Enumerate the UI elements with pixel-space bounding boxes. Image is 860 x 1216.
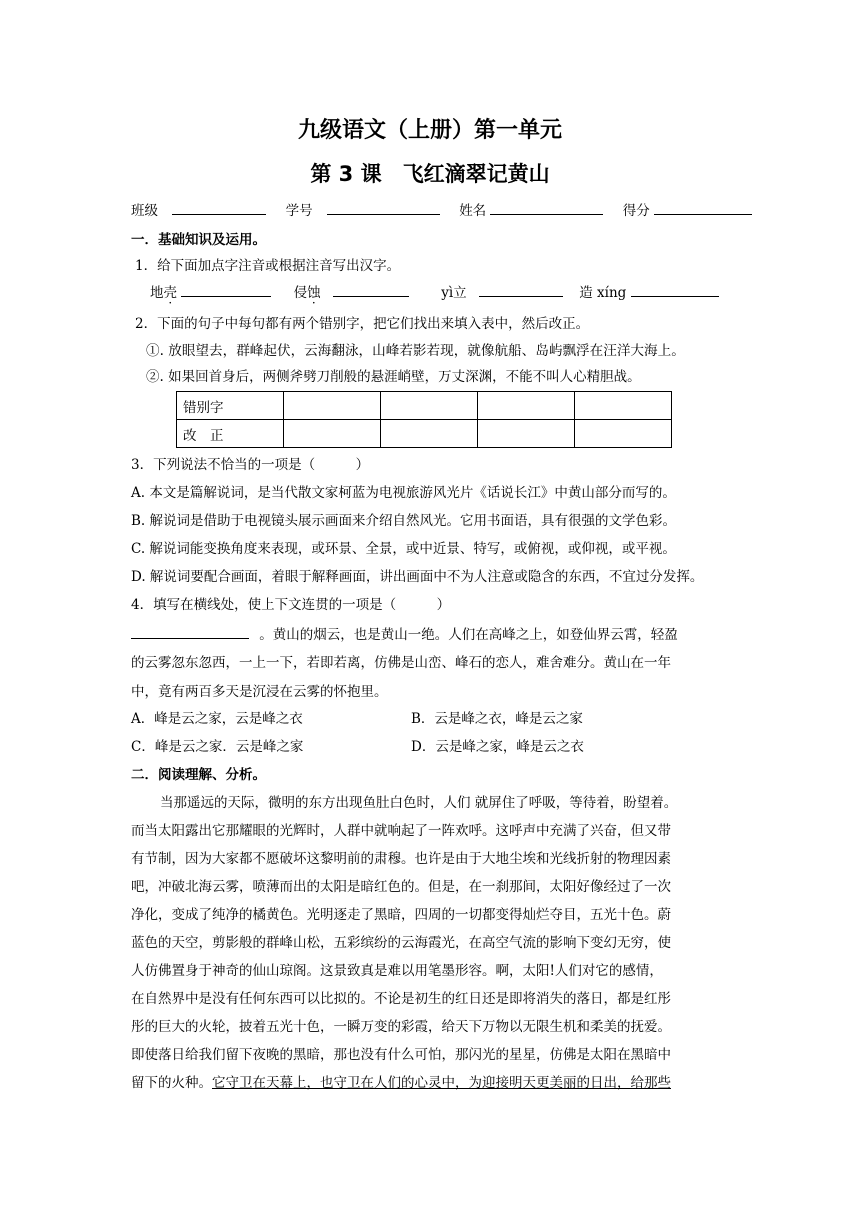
class-label: 班级 (131, 203, 158, 219)
q4-passage-1: 。黄山的烟云，也是黄山一绝。人们在高峰之上，如登仙界云霄，轻盈 (131, 626, 678, 643)
score-label: 得分 (622, 203, 650, 219)
table-cell[interactable] (478, 392, 575, 420)
section2-heading: 二．阅读理解、分析。 (131, 767, 266, 783)
q3-option-b: B. 解说词是借助于电视镜头展示画面来介绍自然风光。它用书面语，具有很强的文学色彩。 (131, 513, 677, 529)
q2-text: 2．下面的句子中每句都有两个错别字，把它们找出来填入表中，然后改正。 (135, 316, 590, 332)
id-field[interactable] (327, 202, 440, 215)
q3-text: 3．下列说法不恰当的一项是（ ） (131, 457, 370, 473)
q4-blank[interactable] (131, 626, 249, 639)
passage-line-last: 留下的火种。它守卫在天幕上，也守卫在人们的心灵中，为迎接明天更美丽的日出，给那些 (131, 1075, 671, 1091)
passage-line: 在自然界中是没有任何东西可以比拟的。不论是初生的红日还是即将消失的落日，都是红彤 (131, 991, 671, 1007)
score-field[interactable] (654, 202, 752, 215)
q2-sentence-2: ②. 如果回首身后，两侧斧劈刀削般的悬涯峭壁，万丈深渊，不能不叫人心精胆战。 (146, 369, 641, 385)
name-label: 姓名 (459, 203, 487, 219)
q4-option-d: D．云是峰之家，峰是云之衣 (411, 739, 584, 755)
q3-option-a: A. 本文是篇解说词，是当代散文家柯蓝为电视旅游风光片《话说长江》中黄山部分而写的。 (131, 485, 676, 501)
q4-text: 4．填写在横线处，使上下文连贯的一项是（ ） (131, 597, 451, 613)
q4-option-a: A．峰是云之家，云是峰之衣 (131, 711, 303, 727)
table-header-correct: 改 正 (177, 420, 284, 448)
answer-blank[interactable] (333, 284, 409, 297)
q3-option-d: D. 解说词要配合画面，着眼于解释画面，讲出画面中不为人注意或隐含的东西，不宜过分发挥。 (131, 569, 704, 585)
underlined-sentence: 它守卫在天幕上，也守卫在人们的心灵中，为迎接明天更美丽的日出，给那些 (212, 1075, 671, 1091)
table-cell[interactable] (478, 420, 575, 448)
table-header-wrong: 错别字 (177, 392, 284, 420)
name-field[interactable] (490, 202, 603, 215)
passage-line: 而当太阳露出它那耀眼的光辉时，人群中就响起了一阵欢呼。这呼声中充满了兴奋，但又带 (131, 823, 671, 839)
table-cell[interactable] (284, 392, 381, 420)
passage-line: 彤的巨大的火轮，披着五光十色，一瞬万变的彩霞，给天下万物以无限生机和柔美的抚爱。 (131, 1019, 671, 1035)
info-row (131, 202, 752, 219)
q4-option-c: C．峰是云之家．云是峰之家 (131, 739, 304, 755)
q4-option-b: B．云是峰之衣，峰是云之家 (411, 711, 583, 727)
answer-blank[interactable] (631, 284, 719, 297)
passage-line: 蓝色的天空，剪影般的群峰山松，五彩缤纷的云海霞光，在高空气流的影响下变幻无穷，使 (131, 935, 671, 951)
passage-line: 即使落日给我们留下夜晚的黑暗，那也没有什么可怕，那闪光的星星，仿佛是太阳在黑暗中 (131, 1047, 671, 1063)
table-cell[interactable] (284, 420, 381, 448)
table-cell[interactable] (575, 392, 672, 420)
answer-blank[interactable] (479, 284, 563, 297)
table-cell[interactable] (575, 420, 672, 448)
q2-sentence-1: ①. 放眼望去，群峰起伏，云海翻泳，山峰若影若现，就像航船、岛屿飘浮在汪洋大海上。 (146, 343, 685, 359)
q4-passage-3: 中，竟有两百多天是沉浸在云雾的怀抱里。 (131, 684, 388, 700)
table-cell[interactable] (381, 392, 478, 420)
q1-text: 1．给下面加点字注音或根据注音写出汉字。 (135, 258, 401, 274)
passage-line: 吧，冲破北海云雾，喷薄而出的太阳是暗红色的。但是，在一刹那间，太阳好像经过了一次 (131, 879, 671, 895)
answer-blank[interactable] (181, 284, 271, 297)
page-title: 九级语文（上册）第一单元 (297, 118, 562, 143)
id-label: 学号 (285, 203, 313, 219)
table-cell[interactable] (381, 420, 478, 448)
passage-line: 人仿佛置身于神奇的仙山琼阁。这景致真是难以用笔墨形容。啊，太阳!人们对它的感情， (131, 963, 663, 979)
correction-table (176, 391, 672, 448)
q3-option-c: C. 解说词能变换角度来表现，或环景、全景，或中近景、特写，或俯视，或仰视，或平视。 (131, 541, 676, 557)
q4-passage-2: 的云雾忽东忽西，一上一下，若即若离，仿佛是山峦、峰石的恋人，难舍难分。黄山在一年 (131, 655, 671, 671)
class-field[interactable] (172, 202, 266, 215)
passage-line: 当那遥远的天际，微明的东方出现鱼肚白色时，人们 就屏住了呼吸，等待着，盼望着。 (160, 795, 678, 811)
passage-line: 净化，变成了纯净的橘黄色。光明逐走了黑暗，四周的一切都变得灿烂夺目，五光十色。蔚 (131, 907, 671, 923)
lesson-title: 第 3 课 飞红滴翠记黄山 (310, 162, 550, 186)
passage-line: 有节制，因为大家都不愿破坏这黎明前的肃穆。也许是由于大地尘埃和光线折射的物理因素 (131, 851, 671, 867)
section1-heading: 一．基础知识及运用。 (131, 232, 266, 248)
q1-items: 地壳 侵蚀 yì立 造 xíng (150, 284, 719, 301)
